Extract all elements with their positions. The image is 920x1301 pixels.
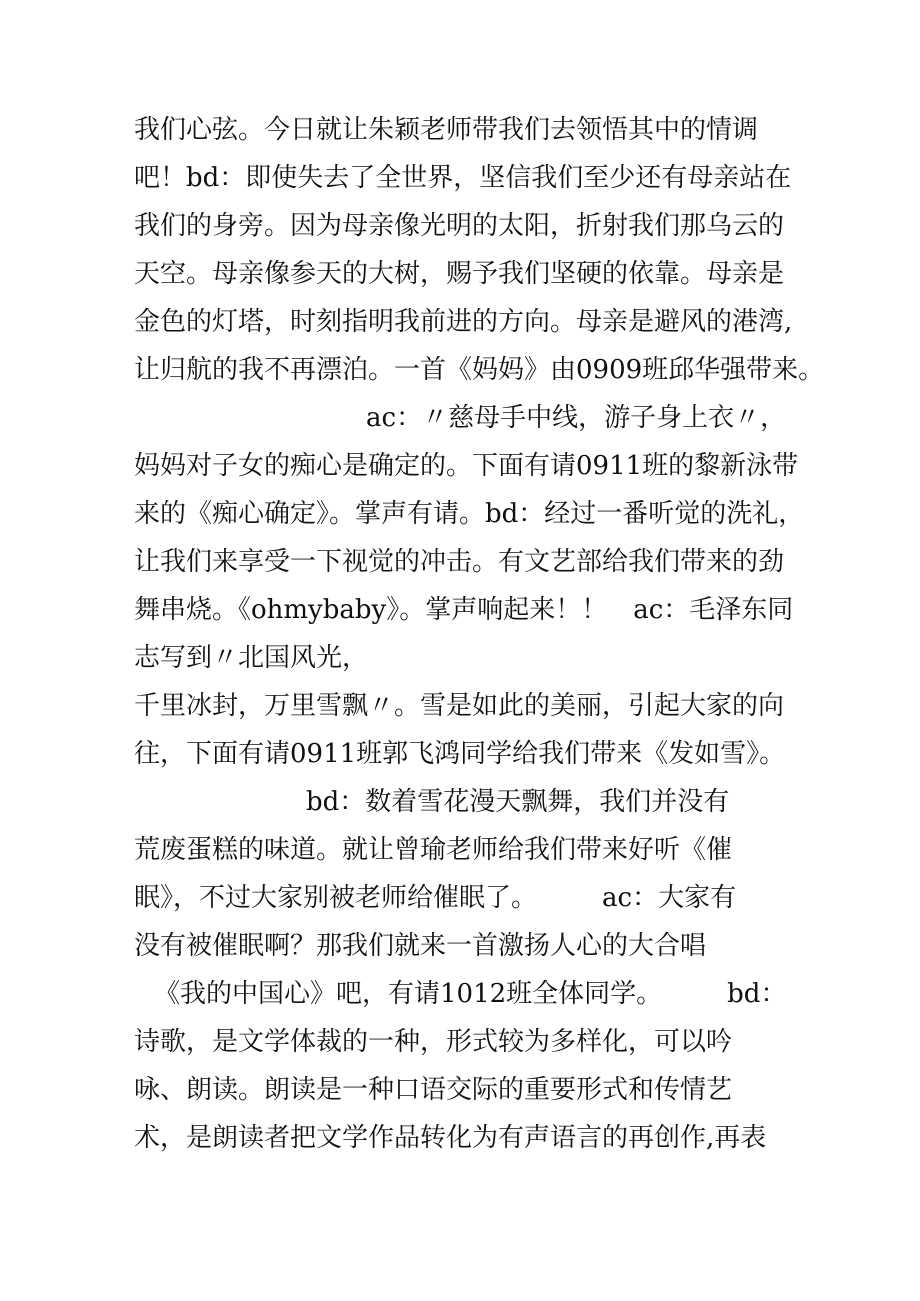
text-line: 让归航的我不再漂泊。一首《妈妈》由0909班邱华强带来。 bbox=[134, 355, 825, 385]
text-line: 眠》，不过大家别被老师给催眠了。 ac：大家有 bbox=[134, 883, 737, 913]
text-line: 金色的灯塔，时刻指明我前进的方向。母亲是避风的港湾, bbox=[134, 307, 793, 337]
text-line: 往，下面有请0911班郭飞鸿同学给我们带来《发如雪》。 bbox=[134, 739, 786, 769]
text-line: 让我们来享受一下视觉的冲击。有文艺部给我们带来的劲 bbox=[134, 547, 785, 577]
text-line: 千里冰封，万里雪飘〃。雪是如此的美丽，引起大家的向 bbox=[134, 691, 785, 721]
text-line: 志写到〃北国风光， bbox=[134, 643, 369, 673]
text-line: 咏、朗读。朗读是一种口语交际的重要形式和传情艺 bbox=[134, 1075, 733, 1105]
text-line: 天空。母亲像参天的大树，赐予我们坚硬的依靠。母亲是 bbox=[134, 259, 785, 289]
text-line: 《我的中国心》吧，有请1012班全体同学。 bd： bbox=[154, 979, 787, 1009]
text-line: 我们的身旁。因为母亲像光明的太阳，折射我们那乌云的 bbox=[134, 211, 785, 241]
text-line: 妈妈对子女的痴心是确定的。下面有请0911班的黎新泳带 bbox=[134, 451, 799, 481]
text-line: 吧！bd：即使失去了全世界，坚信我们至少还有母亲站在 bbox=[134, 163, 792, 193]
text-line: 来的《痴心确定》。掌声有请。bd：经过一番听觉的洗礼， bbox=[134, 499, 805, 529]
text-line: 我们心弦。今日就让朱颖老师带我们去领悟其中的情调 bbox=[134, 115, 759, 145]
text-line: 荒废蛋糕的味道。就让曾瑜老师给我们带来好听《催 bbox=[134, 835, 733, 865]
text-line: bd：数着雪花漫天飘舞，我们并没有 bbox=[306, 787, 730, 817]
text-line: ac：〃慈母手中线，游子身上衣〃， bbox=[366, 403, 787, 433]
text-line: 舞串烧。《ohmybaby》。掌声响起来！！ ac：毛泽东同 bbox=[134, 595, 794, 625]
text-line: 术，是朗读者把文学作品转化为有声语言的再创作,再表 bbox=[134, 1123, 767, 1153]
text-line: 诗歌，是文学体裁的一种，形式较为多样化，可以吟 bbox=[134, 1027, 733, 1057]
text-line: 没有被催眠啊？那我们就来一首激扬人心的大合唱 bbox=[134, 931, 707, 961]
